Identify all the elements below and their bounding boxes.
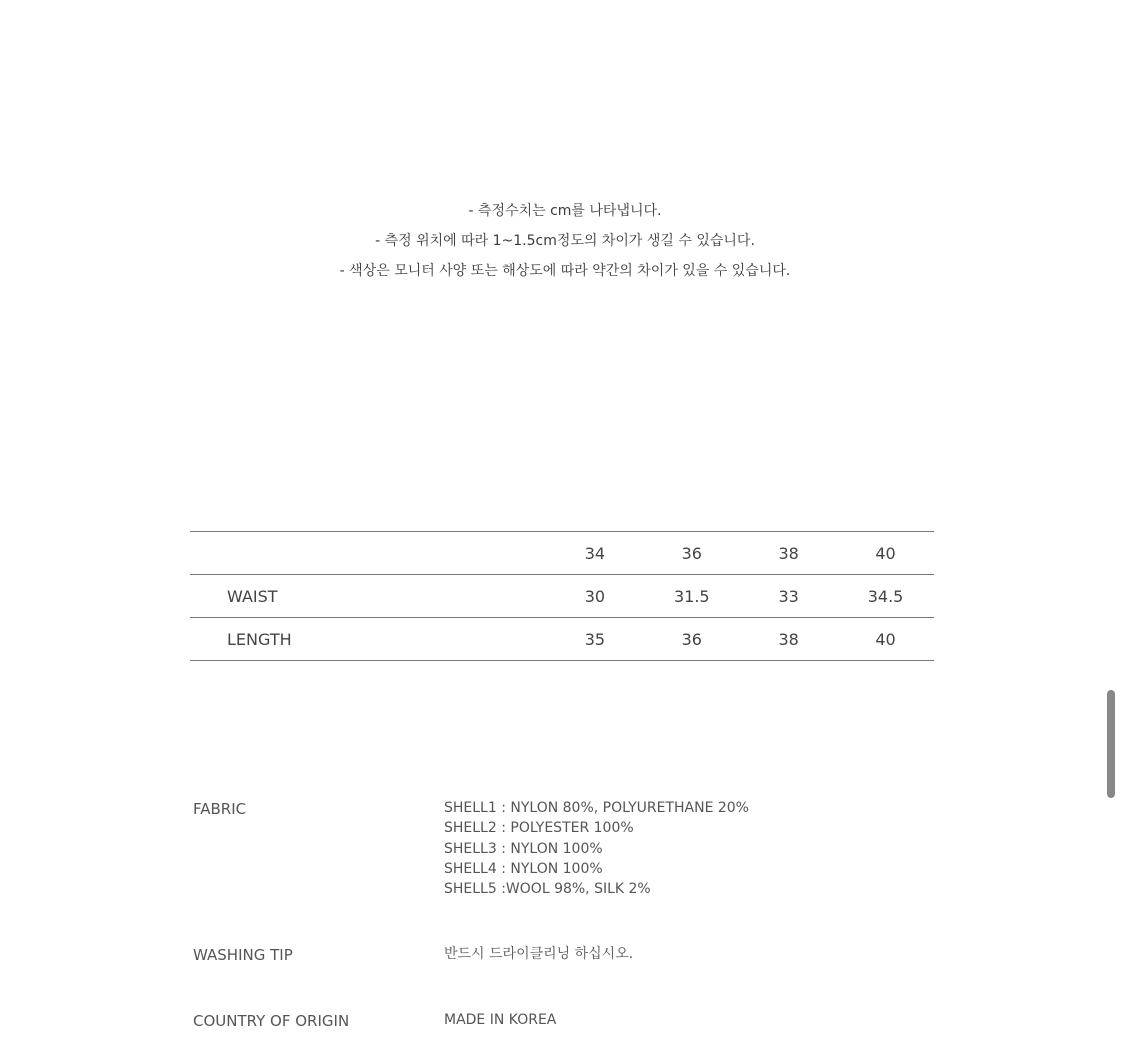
- table-cell: 36: [681, 629, 702, 649]
- fabric-line: SHELL4 : NYLON 100%: [444, 860, 603, 877]
- scrollbar-thumb[interactable]: [1107, 690, 1115, 798]
- header-cell: 40: [875, 543, 896, 563]
- table-row: [190, 575, 934, 618]
- washing-tip-label: WASHING TIP: [193, 946, 293, 964]
- table-header-row: [190, 532, 934, 575]
- fabric-line: SHELL1 : NYLON 80%, POLYURETHANE 20%: [444, 800, 749, 816]
- note-line: - 측정수치는 cm를 나타냅니다.: [468, 203, 662, 219]
- table-cell: 40: [875, 629, 896, 649]
- header-cell: [190, 532, 547, 575]
- row-label: WAIST: [227, 586, 278, 606]
- fabric-value: [444, 798, 749, 899]
- note-line: - 측정 위치에 따라 1~1.5cm정도의 차이가 생길 수 있습니다.: [375, 233, 755, 249]
- measurement-notes: [0, 196, 1125, 286]
- header-cell: 38: [778, 543, 799, 563]
- note-line: - 색상은 모니터 사양 또는 해상도에 따라 약간의 차이가 있을 수 있습니다.: [339, 263, 791, 279]
- country-of-origin-label: COUNTRY OF ORIGIN: [193, 1012, 350, 1030]
- table-cell: 33: [778, 586, 799, 606]
- table-cell: 31.5: [673, 586, 710, 606]
- fabric-line: SHELL5 :WOOL 98%, SILK 2%: [444, 881, 651, 898]
- table-cell: 34.5: [867, 586, 904, 606]
- fabric-line: SHELL3 : NYLON 100%: [444, 840, 603, 857]
- header-cell: 36: [681, 543, 702, 563]
- fabric-line: SHELL2 : POLYESTER 100%: [444, 820, 634, 837]
- table-cell: 38: [778, 629, 799, 649]
- country-of-origin-value: MADE IN KOREA: [444, 1012, 557, 1028]
- size-table: [190, 531, 934, 661]
- table-row: [190, 618, 934, 661]
- table-cell: 35: [584, 629, 606, 649]
- washing-tip-value: 반드시 드라이클리닝 하십시오.: [444, 946, 634, 962]
- header-cell: 34: [584, 543, 606, 563]
- table-cell: 30: [584, 586, 606, 606]
- row-label: LENGTH: [227, 629, 292, 649]
- fabric-label: FABRIC: [193, 800, 247, 818]
